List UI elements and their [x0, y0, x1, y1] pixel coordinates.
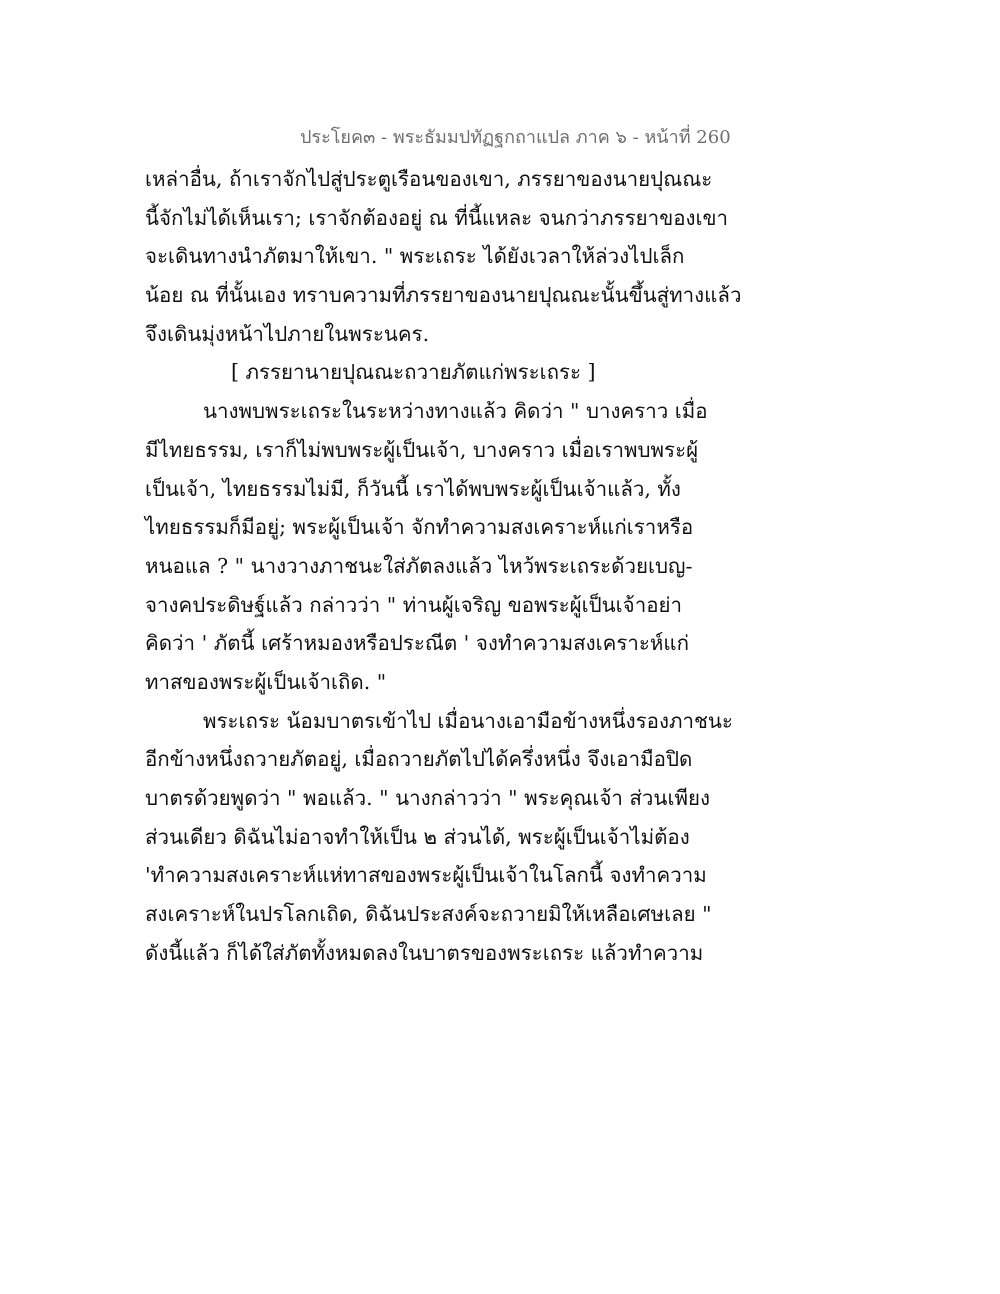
text-line: บาตรด้วยพูดว่า " พอแล้ว. " นางกล่าวว่า " พระคุณเจ้า ส่วนเพียง	[145, 786, 710, 810]
text-line: จะเดินทางนำภัตมาให้เขา. " พระเถระ ได้ยังเวลาให้ล่วงไปเล็ก	[145, 244, 685, 269]
text-line: ส่วนเดียว ดิฉันไม่อาจทำให้เป็น ๒ ส่วนได้, พระผู้เป็นเจ้าไม่ต้อง	[145, 824, 690, 849]
text-line: หนอแล ? " นางวางภาชนะใส่ภัตลงแล้ว ไหว้พระเถระด้วยเบญ-	[145, 553, 693, 578]
text-line: 'ทำความสงเคราะห์แห่ทาสของพระผู้เป็นเจ้าในโลกนี้ จงทำความ	[145, 863, 707, 888]
text-line: เป็นเจ้า, ไทยธรรมไม่มี, ก็วันนี้ เราได้พบพระผู้เป็นเจ้าแล้ว, ทั้ง	[145, 476, 681, 501]
text-line: นางพบพระเถระในระหว่างทางแล้ว คิดว่า " บางคราว เมื่อ	[203, 399, 708, 424]
text-line: ทาสของพระผู้เป็นเจ้าเถิด. "	[145, 669, 387, 694]
text-line: น้อย ณ ที่นั้นเอง ทราบความที่ภรรยาของนายปุณณะนั้นขึ้นสู่ทางแล้ว	[145, 283, 742, 308]
text-line: เหล่าอื่น, ถ้าเราจักไปสู่ประตูเรือนของเขา, ภรรยาของนายปุณณะ	[145, 167, 713, 191]
text-line: สงเคราะห์ในปรโลกเถิด, ดิฉันประสงค์จะถวายมิให้เหลือเศษเลย "	[145, 902, 712, 927]
text-line: มีไทยธรรม, เราก็ไม่พบพระผู้เป็นเจ้า, บางคราว เมื่อเราพบพระผู้	[145, 437, 699, 462]
text-line: ดังนี้แล้ว ก็ได้ใส่ภัตทั้งหมดลงในบาตรของพระเถระ แล้วทำความ	[145, 940, 704, 965]
section-heading: [ ภรรยานายปุณณะถวายภัตแก่พระเถระ ]	[231, 360, 596, 385]
text-line: ไทยธรรมก็มีอยู่; พระผู้เป็นเจ้า จักทำความสงเคราะห์แก่เราหรือ	[145, 515, 694, 540]
body-text	[145, 160, 742, 972]
text-line: พระเถระ น้อมบาตรเข้าไป เมื่อนางเอามือข้างหนึ่งรองภาชนะ	[203, 708, 733, 733]
text-line: คิดว่า ' ภัตนี้ เศร้าหมองหรือประณีต ' จงทำความสงเคราะห์แก่	[145, 631, 690, 656]
text-line: อีกข้างหนึ่งถวายภัตอยู่, เมื่อถวายภัตไปได้ครึ่งหนึ่ง จึงเอามือปิด	[145, 747, 693, 772]
page-header: ประโยค๓ - พระธัมมปทัฏฐกถาแปล ภาค ๖ - หน้าที่ 260	[300, 127, 731, 148]
text-line: จึงเดินมุ่งหน้าไปภายในพระนคร.	[145, 321, 430, 346]
text-line: จางคประดิษฐ์แล้ว กล่าวว่า " ท่านผู้เจริญ ขอพระผู้เป็นเจ้าอย่า	[145, 592, 683, 617]
text-line: นี้จักไม่ได้เห็นเรา; เราจักต้องอยู่ ณ ที่นี้แหละ จนกว่าภรรยาของเขา	[145, 205, 729, 230]
